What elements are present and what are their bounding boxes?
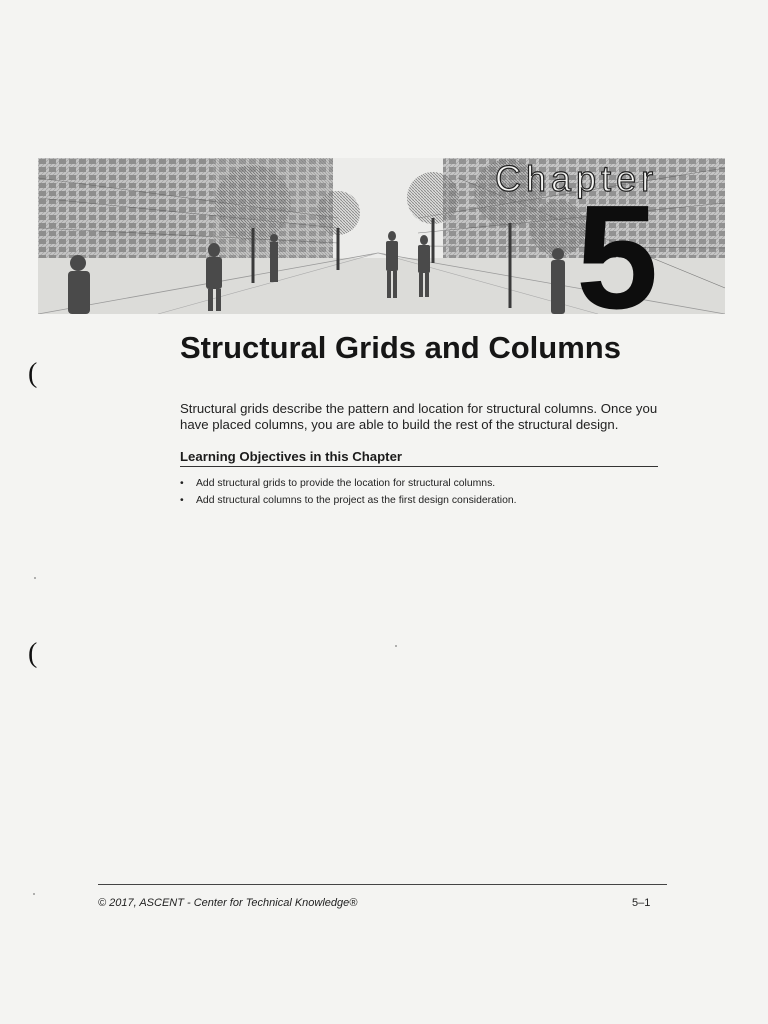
scan-speck: [34, 577, 36, 579]
list-item: • Add structural grids to provide the location for structural columns.: [180, 475, 660, 492]
list-item: • Add structural columns to the project as the first design consideration.: [180, 492, 660, 509]
page-title: Structural Grids and Columns: [180, 330, 621, 365]
learning-objectives-list: [180, 475, 660, 509]
intro-paragraph: Structural grids describe the pattern and location for structural columns. Once you have placed columns, you are able to build the rest of the structural design.: [180, 401, 658, 432]
binding-hole-mark: (: [28, 638, 38, 669]
chapter-number: 5: [576, 175, 659, 340]
footer-copyright: © 2017, ASCENT - Center for Technical Knowledge®: [98, 897, 358, 909]
chapter-label: Chapter: [495, 158, 659, 199]
footer-page-number: 5–1: [632, 897, 651, 909]
binding-hole-mark: (: [28, 358, 38, 389]
scan-speck: [395, 645, 397, 647]
learning-objectives-heading: Learning Objectives in this Chapter: [180, 449, 658, 467]
scan-speck: [33, 893, 35, 895]
footer-divider: [98, 884, 667, 885]
